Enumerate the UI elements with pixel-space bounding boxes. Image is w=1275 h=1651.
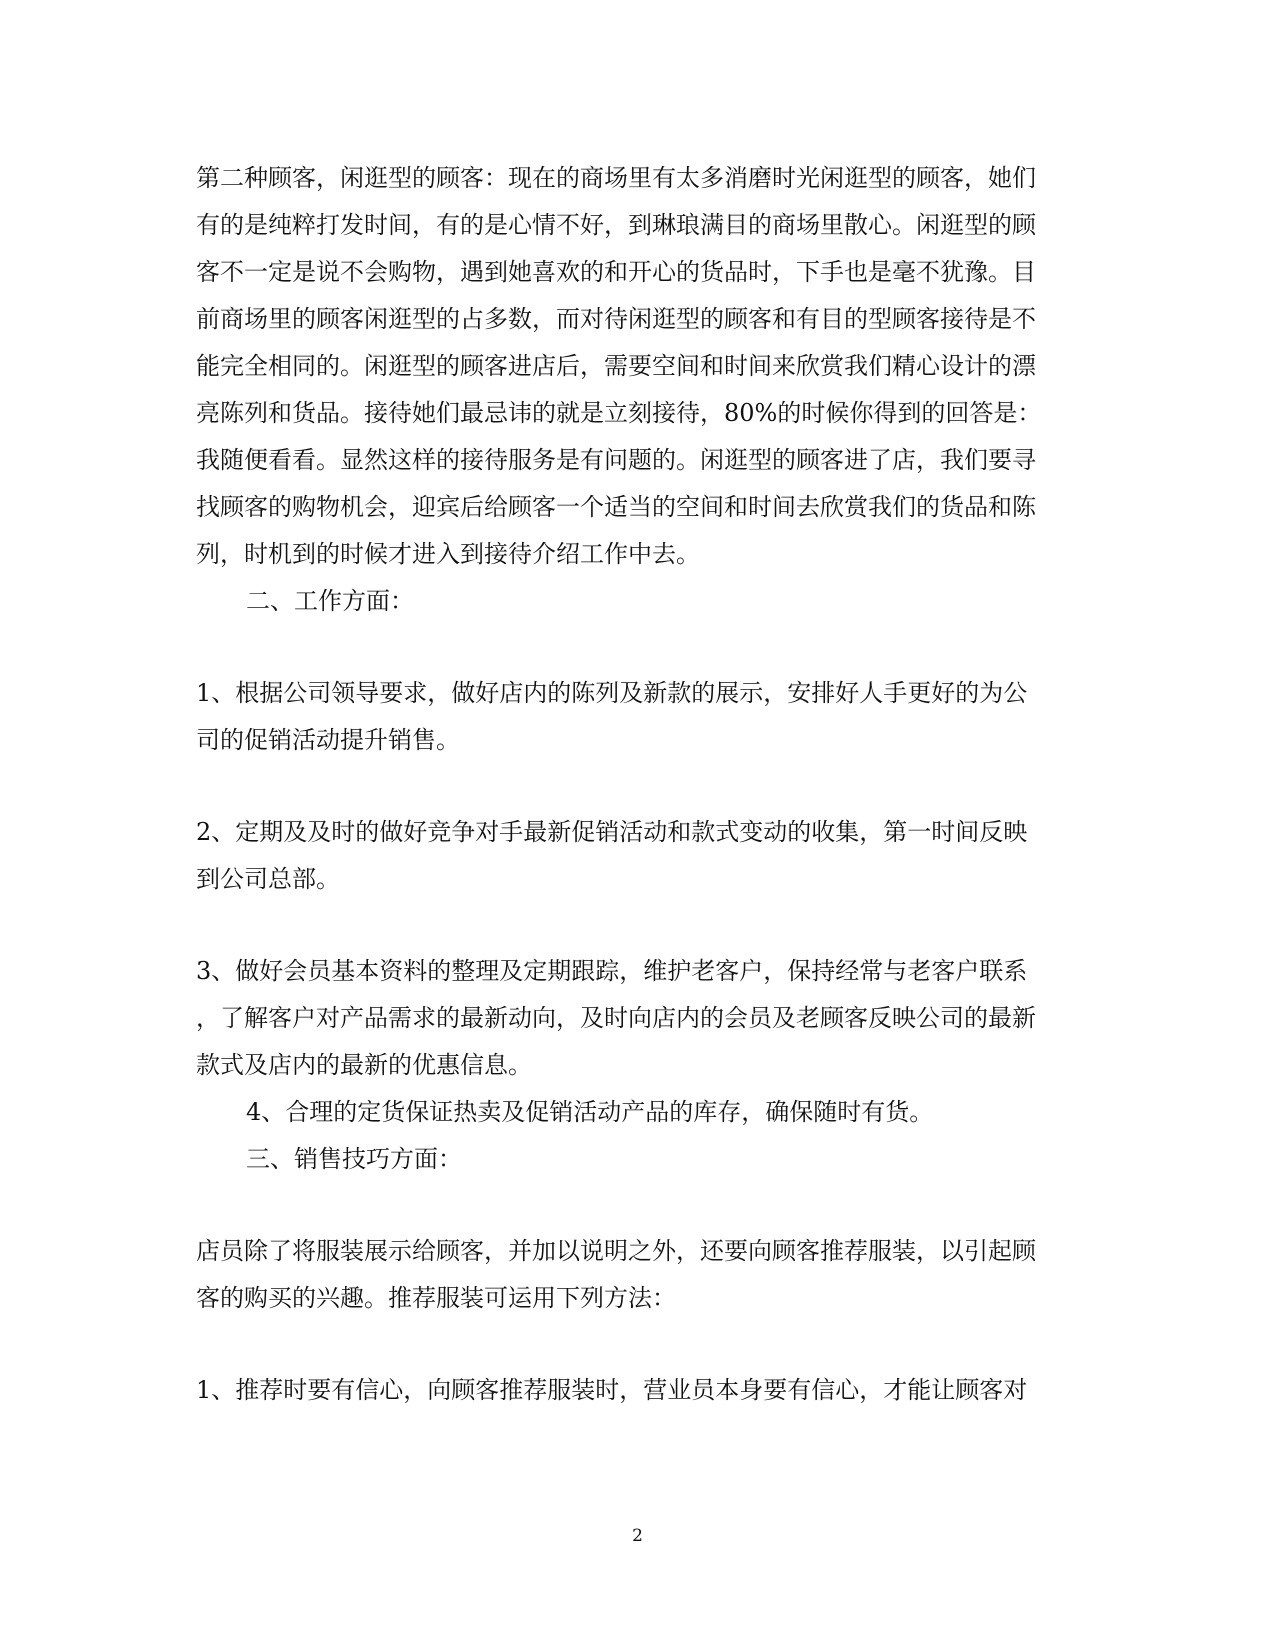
list-item-line: ，了解客户对产品需求的最新动向，及时向店内的会员及老顾客反映公司的最新 <box>196 1004 1036 1032</box>
text-line: 客不一定是说不会购物，遇到她喜欢的和开心的货品时，下手也是毫不犹豫。目 <box>196 258 1036 286</box>
list-item-line: 1、推荐时要有信心，向顾客推荐服装时，营业员本身要有信心，才能让顾客对 <box>196 1376 1028 1404</box>
text-line: 亮陈列和货品。接待她们最忌讳的就是立刻接待，80%的时候你得到的回答是： <box>196 399 1042 427</box>
list-item-line: 款式及店内的最新的优惠信息。 <box>196 1051 532 1079</box>
text-line: 前商场里的顾客闲逛型的占多数，而对待闲逛型的顾客和有目的型顾客接待是不 <box>196 305 1036 333</box>
text-line: 我随便看看。显然这样的接待服务是有问题的。闲逛型的顾客进了店，我们要寻 <box>196 446 1036 474</box>
list-item-line: 到公司总部。 <box>196 865 340 893</box>
section-heading: 三、销售技巧方面： <box>246 1145 462 1173</box>
page-number: 2 <box>632 1526 643 1546</box>
list-item-line: 2、定期及及时的做好竞争对手最新促销活动和款式变动的收集，第一时间反映 <box>196 818 1028 846</box>
section-heading: 二、工作方面： <box>246 587 414 615</box>
text-line: 第二种顾客，闲逛型的顾客：现在的商场里有太多消磨时光闲逛型的顾客，她们 <box>196 164 1036 192</box>
list-item-line: 4、合理的定货保证热卖及促销活动产品的库存，确保随时有货。 <box>246 1098 934 1126</box>
list-item-line: 司的促销活动提升销售。 <box>196 726 460 754</box>
list-item-line: 3、做好会员基本资料的整理及定期跟踪，维护老客户，保持经常与老客户联系 <box>196 957 1028 985</box>
text-line: 有的是纯粹打发时间，有的是心情不好，到琳琅满目的商场里散心。闲逛型的顾 <box>196 211 1036 239</box>
text-line: 店员除了将服装展示给顾客，并加以说明之外，还要向顾客推荐服装，以引起顾 <box>196 1237 1036 1265</box>
text-line: 找顾客的购物机会，迎宾后给顾客一个适当的空间和时间去欣赏我们的货品和陈 <box>196 493 1036 521</box>
list-item-line: 1、根据公司领导要求，做好店内的陈列及新款的展示，安排好人手更好的为公 <box>196 679 1028 707</box>
text-line: 客的购买的兴趣。推荐服装可运用下列方法： <box>196 1284 676 1312</box>
text-line: 列，时机到的时候才进入到接待介绍工作中去。 <box>196 540 700 568</box>
text-line: 能完全相同的。闲逛型的顾客进店后，需要空间和时间来欣赏我们精心设计的漂 <box>196 352 1036 380</box>
